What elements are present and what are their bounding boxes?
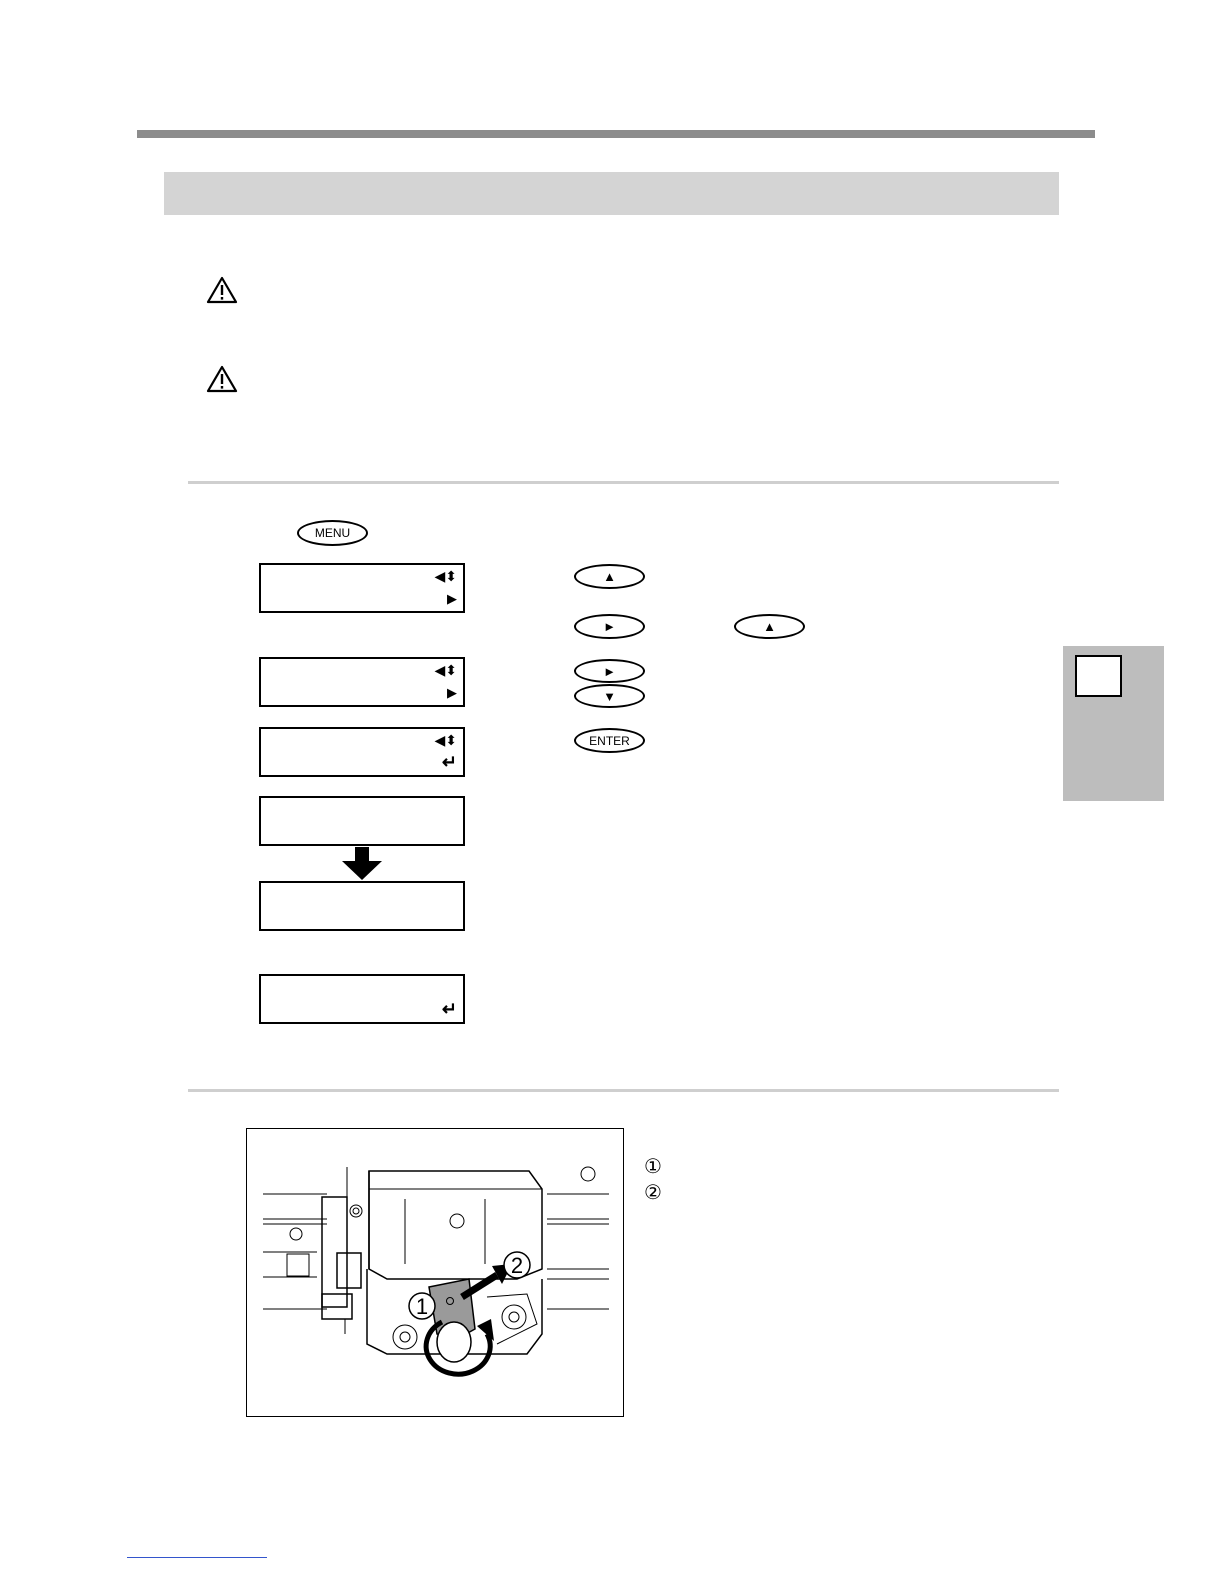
- section-title-bar: [164, 172, 1059, 215]
- carriage-drawing: [247, 1129, 624, 1417]
- up-key: [734, 614, 805, 639]
- enter-key: [574, 728, 645, 753]
- legend-item-1: ①: [644, 1156, 662, 1178]
- right-key: [574, 659, 645, 683]
- chapter-number-box: [1075, 655, 1122, 697]
- callout-1: 1: [415, 1294, 429, 1319]
- left-updown-arrow-icon: ◀⬍: [434, 568, 457, 584]
- warning-triangle-icon: [206, 365, 238, 393]
- menu-key: [297, 520, 368, 546]
- left-updown-arrow-icon: ◀⬍: [434, 732, 457, 748]
- return-arrow-icon: ↵: [441, 999, 457, 1019]
- right-arrow-icon: ►: [603, 619, 616, 634]
- lcd-display: [259, 727, 465, 777]
- lcd-display: [259, 881, 465, 931]
- cutting-carriage-illustration: [246, 1128, 624, 1417]
- lcd-display: [259, 657, 465, 707]
- lcd-display: [259, 563, 465, 613]
- top-rule: [137, 130, 1095, 138]
- up-key: [574, 564, 645, 589]
- right-arrow-icon: ▶: [447, 685, 457, 700]
- right-arrow-icon: ►: [603, 663, 616, 679]
- section-divider: [188, 481, 1059, 484]
- footer-link-underline: [127, 1557, 267, 1558]
- callout-2: 2: [510, 1253, 524, 1278]
- arrow-down-icon: [340, 847, 384, 881]
- up-arrow-icon: ▲: [603, 569, 616, 584]
- enter-key-label: ENTER: [589, 733, 630, 748]
- menu-key-label: MENU: [314, 526, 351, 540]
- section-divider: [188, 1089, 1059, 1092]
- warning-triangle-icon: [206, 276, 238, 304]
- down-arrow-icon: ▼: [603, 688, 616, 704]
- left-updown-arrow-icon: ◀⬍: [434, 662, 457, 678]
- return-arrow-icon: ↵: [441, 752, 457, 772]
- right-key: [574, 614, 645, 639]
- lcd-display: [259, 796, 465, 846]
- down-key: [574, 684, 645, 708]
- lcd-display: [259, 974, 465, 1024]
- legend-item-2: ②: [644, 1182, 662, 1204]
- up-arrow-icon: ▲: [763, 619, 776, 634]
- right-arrow-icon: ▶: [447, 591, 457, 606]
- chapter-side-tab: [1063, 646, 1164, 801]
